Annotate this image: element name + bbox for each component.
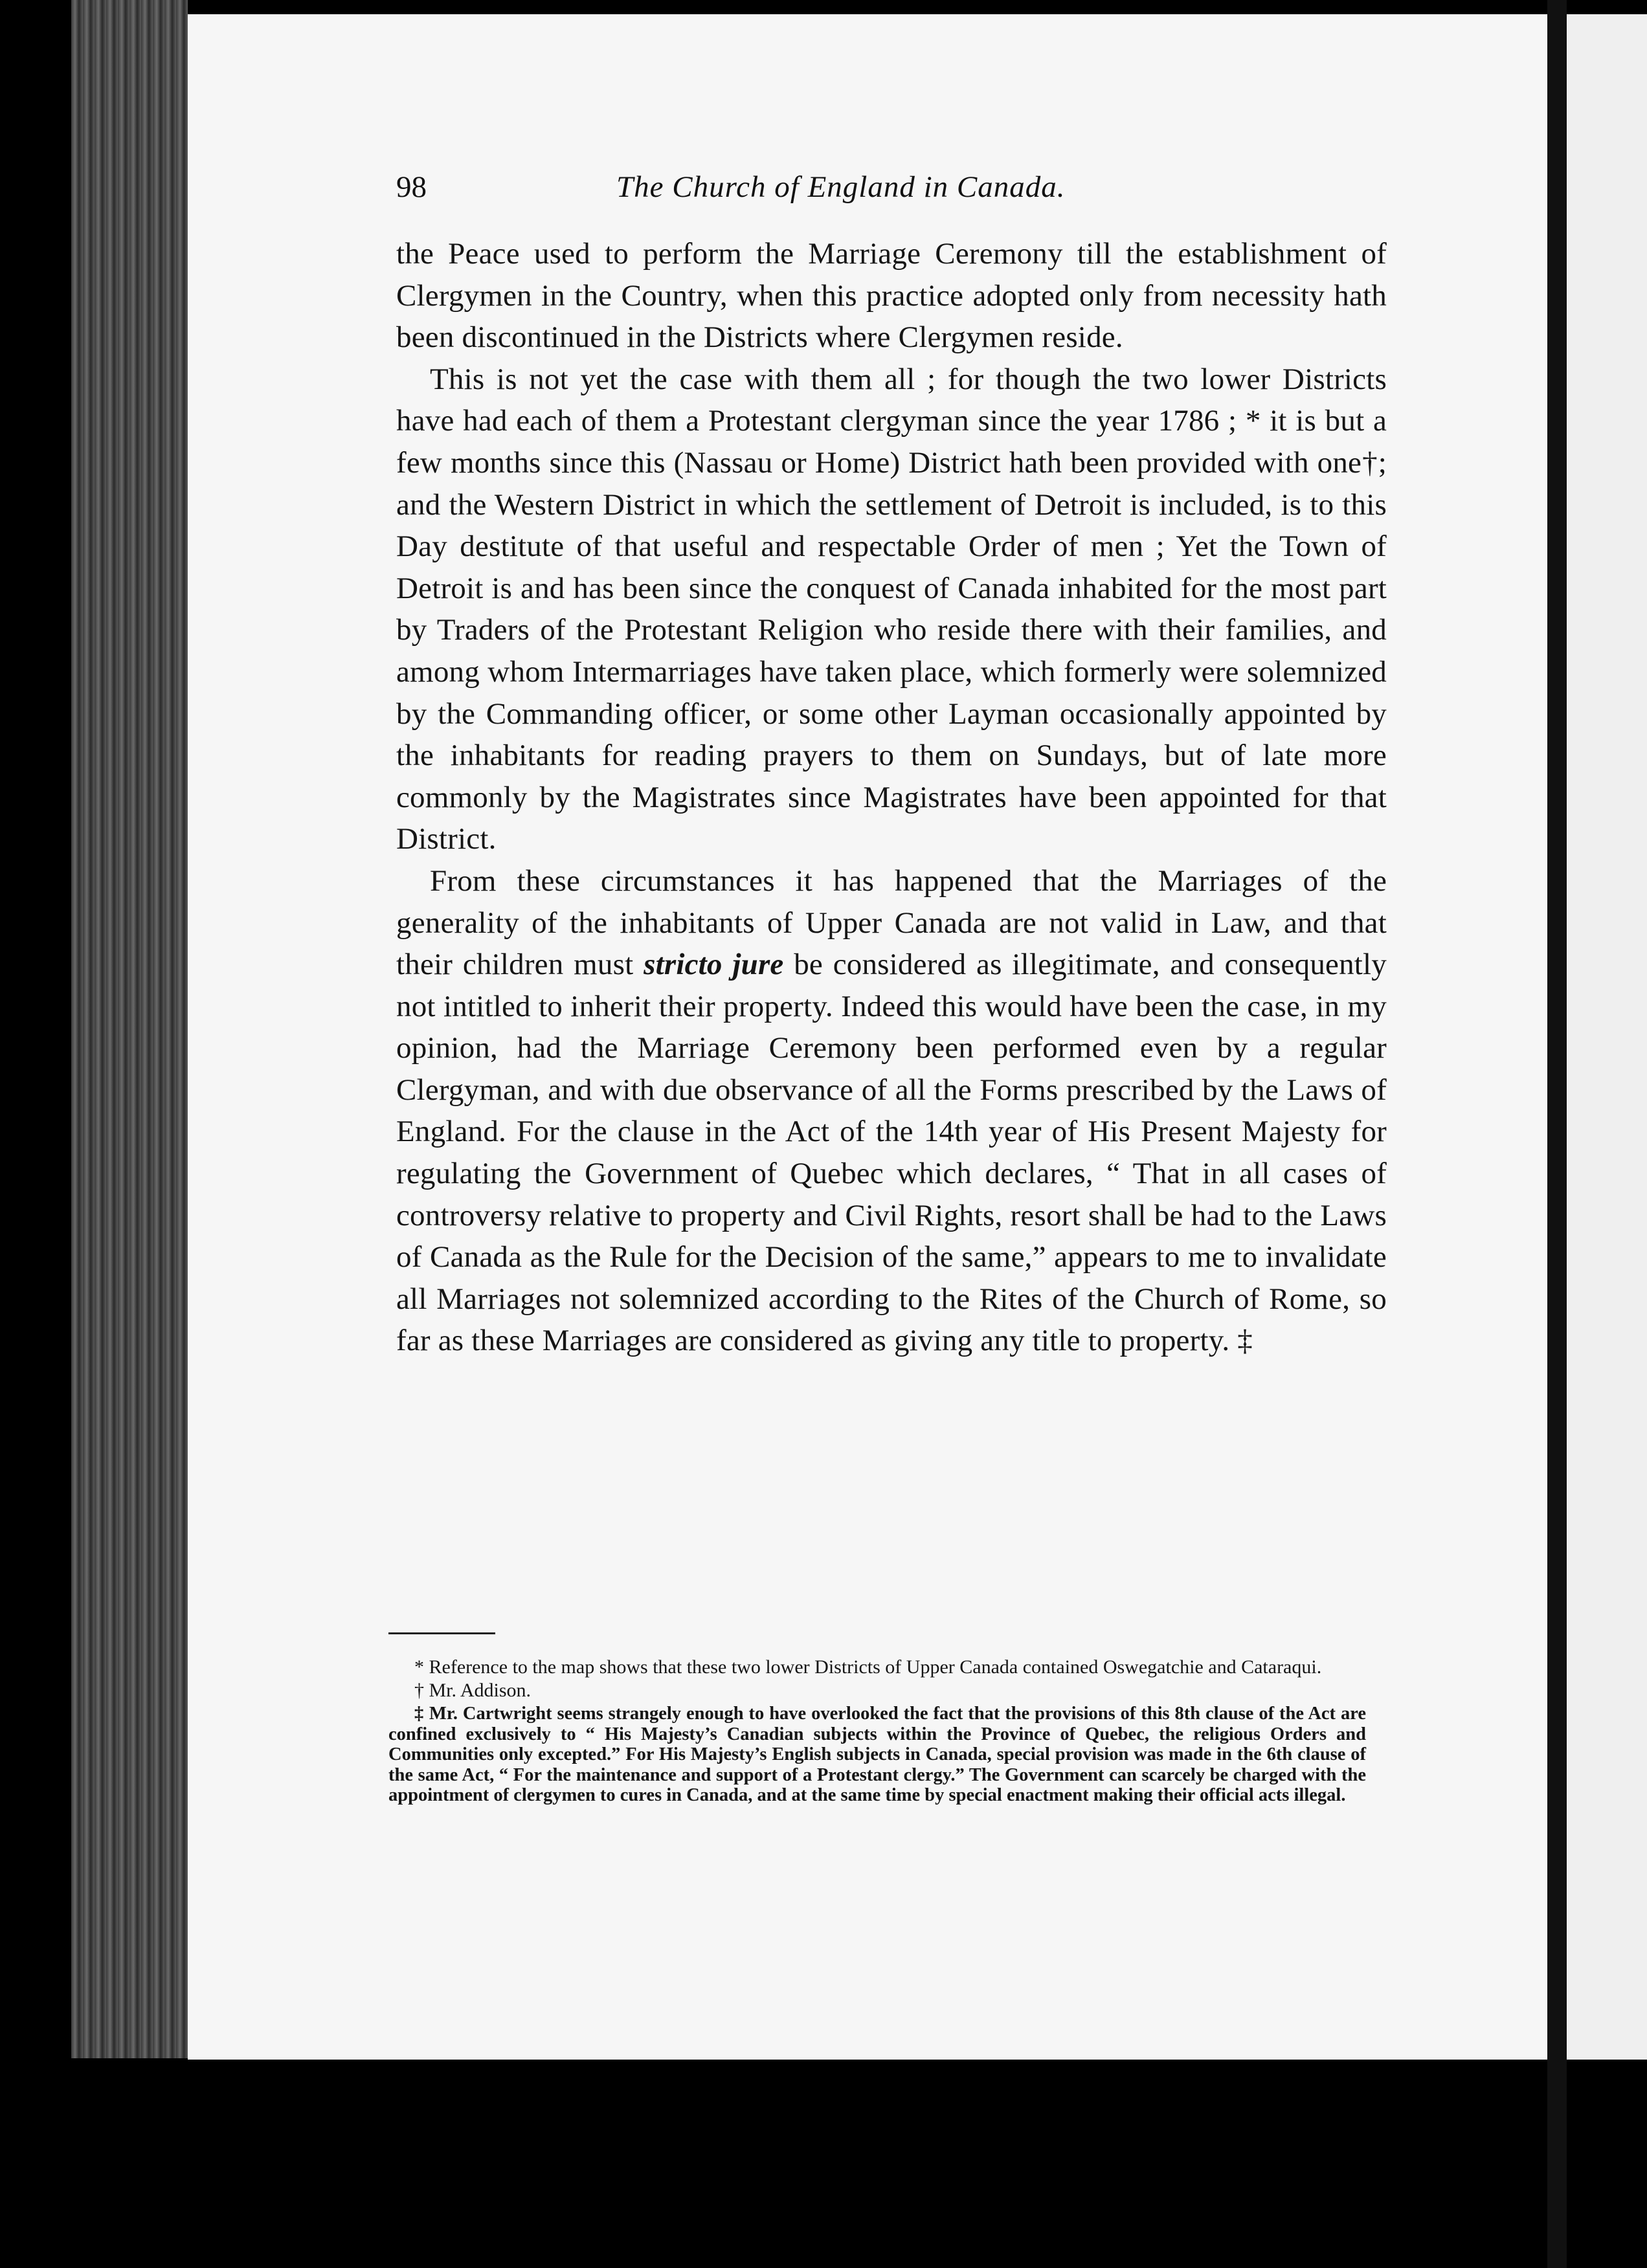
page-number: 98 [396, 170, 427, 204]
scan-background [0, 0, 71, 2268]
running-title: The Church of England in Canada. [616, 170, 1066, 204]
scan-background-lower [188, 2060, 1647, 2268]
latin-phrase: stricto jure [644, 948, 784, 982]
body-text [396, 233, 1387, 1362]
footnote-rule [388, 1632, 495, 1634]
page-edges [71, 0, 188, 2268]
paragraph-1: the Peace used to perform the Marriage Ceremony till the establishment of Clergymen in the Country, when this practice adopted only from necessity hath been discontinued in the Districts where Clergymen reside. [396, 237, 1387, 355]
facing-page-edge [1567, 14, 1647, 2060]
paragraph-3 [396, 860, 1387, 1362]
footnote-1: * Reference to the map shows that these two lower Districts of Upper Canada contained Oswegatchie and Cataraqui. [414, 1656, 1322, 1678]
paragraph-2: This is not yet the case with them all ; for though the two lower Districts have had each of them a Protestant clergyman since the year 1786 ; * it is but a few months since this (Nassau or Home) District hath been provided with one†; and the Western District in which the settlement of Detroit is included, is to this Day destitute of that useful and respectable Order of men ; Yet the Town of Detroit is and has been since the conquest of Canada inhabited for the most part by Traders of the Protestant Religion who reside there with their families, and among whom Intermarriages have taken place, which formerly were solemnized by the Commanding officer, or some other Layman occasionally appointed by the inhabitants for reading prayers to them on Sundays, but of late more commonly by the Magistrates since Magistrates have been appointed for that District. [396, 362, 1387, 856]
footnote-2: † Mr. Addison. [414, 1680, 532, 1701]
paragraph-3-end: be considered as illegitimate, and consequently not intitled to inherit their property. Indeed this would have been the case, in my opinion, had the Marriage Ceremony been performed even by a regular Clergyman, and with due observance of all the Forms prescribed by the Laws of England. For the clause in the Act of the 14th year of His Present Majesty for regulating the Government of Quebec which declares, “ That in all cases of controversy relative to property and Civil Rights, resort shall be had to the Laws of Canada as the Rule for the Decision of the same,” appears to me to invalidate all Marriages not solemnized according to the Rites of the Church of Rome, so far as these Marriages are considered as giving any title to property. ‡ [396, 948, 1387, 1358]
footnotes [388, 1657, 1366, 1808]
book-gutter [1547, 0, 1567, 2268]
running-head [396, 170, 1173, 221]
paragraph-3-start: From these circumstances it has happened that the Marriages of the generality of the inhabitants of Upper Canada are not valid in Law, and that their children must [396, 863, 1387, 982]
scan-background-bottom [71, 2058, 188, 2268]
footnote-3: ‡ Mr. Cartwright seems strangely enough to have overlooked the fact that the provisions of this 8th clause of the Act are confined exclusively to “ His Majesty’s Canadian subjects within the Province of Quebec, the religious Orders and Communities only excepted.” For His Majesty’s English subjects in Canada, special provision was made in the 6th clause of the same Act, “ For the maintenance and support of a Protestant clergy.” The Government can scarcely be charged with the appointment of clergymen to cures in Canada, and at the same time by special enactment making their official acts illegal. [388, 1704, 1366, 1805]
